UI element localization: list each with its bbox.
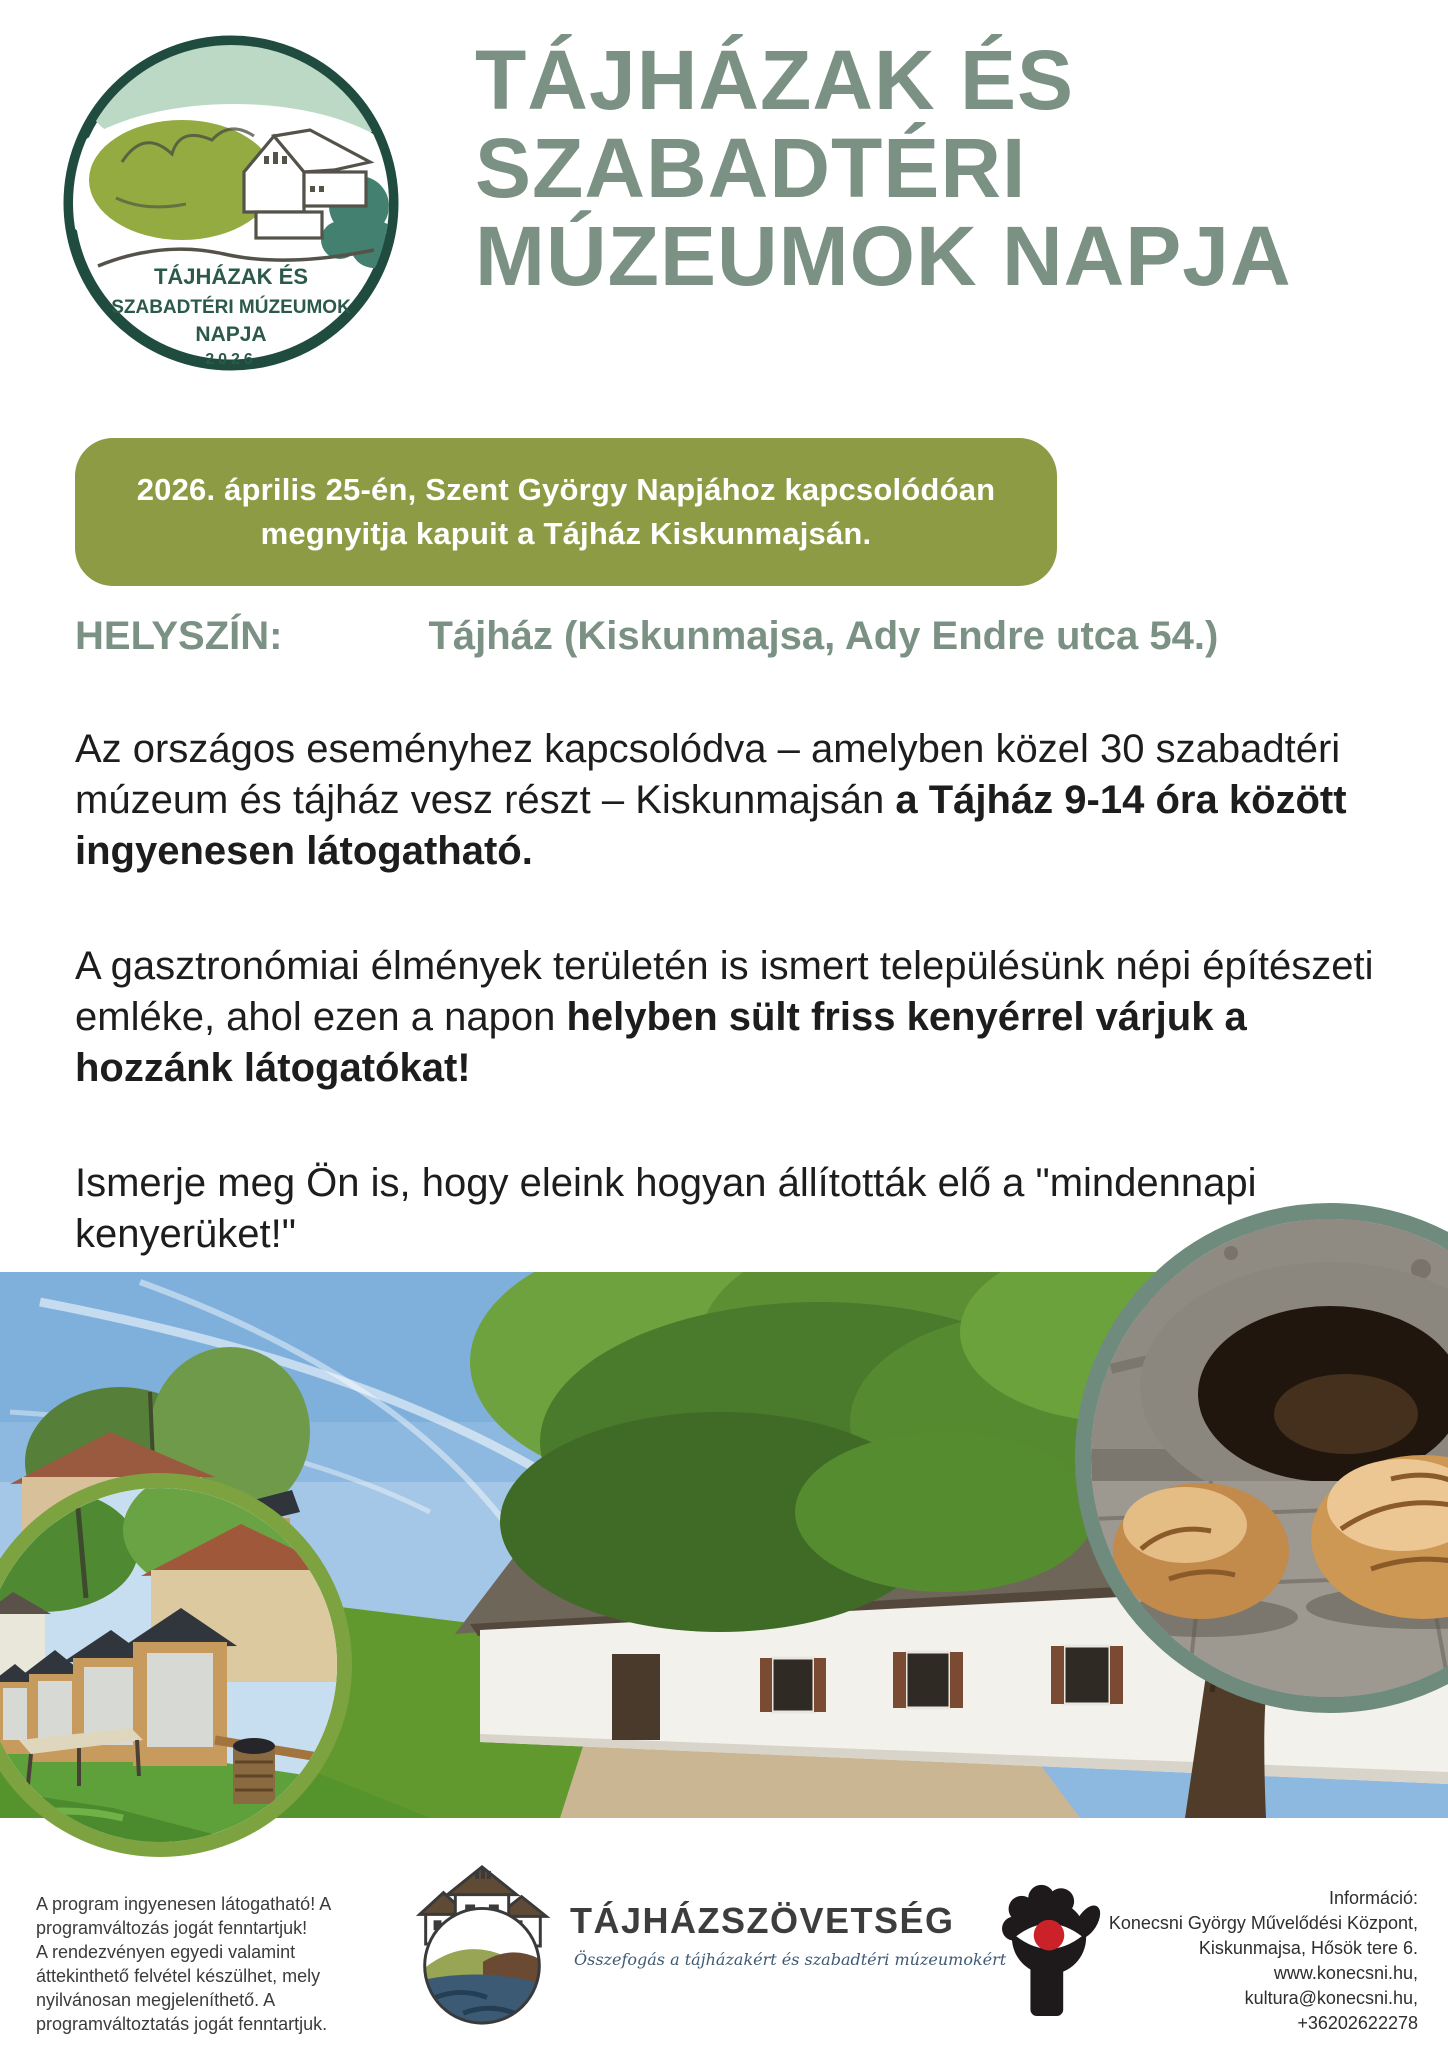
banner-line-1: 2026. április 25-én, Szent György Napjához kapcsolódóan [136,472,996,507]
title-line-2: SZABADTÉRI [475,121,1027,215]
contact-line-4: +36202622278 [1297,2013,1418,2033]
paragraph-3-text: Ismerje meg Ön is, hogy eleink hogyan állították elő a "mindennapi kenyerüket!" [75,1161,1257,1256]
association-tagline: Összefogás a tájházakért és szabadtéri múzeumokért [574,1950,1007,1969]
announcement-banner [75,438,1057,586]
disclaimer-line-2: A rendezvényen egyedi valamint áttekinthető felvétel készülhet, mely nyilvánosan megjeleníthető. A programváltoztatás jogát fenntartjuk. [36,1942,328,2034]
paragraph-1 [75,724,1395,877]
bread-oven-illustration [1091,1219,1448,1697]
banner-line-2: megnyitja kapuit a Tájház Kiskunmajsán. [260,516,872,551]
paragraph-2-text: A gasztronómiai élmények területén is ismert településünk népi építészeti emléke, ahol ezen a napon [75,944,1374,1039]
program-disclaimer [36,1892,344,2036]
location-value: Tájház (Kiskunmajsa, Ady Endre utca 54.) [428,614,1219,658]
paragraph-1-text: Az országos eseményhez kapcsolódva – amelyben közel 30 szabadtéri múzeum és tájház vesz részt – Kiskunmajsán [75,727,1341,822]
title-line-1: TÁJHÁZAK ÉS [475,33,1075,127]
location-label: HELYSZÍN: [75,614,283,658]
association-logo [398,1862,566,2030]
badge-line3: NAPJA [195,323,267,346]
contact-block [1098,1886,1418,2036]
contact-line-2: Kiskunmajsa, Hősök tere 6. [1198,1938,1418,1958]
garden-inset-illustration [0,1488,337,1842]
badge-line2: SZABADTÉRI MÚZEUMOK [111,297,351,318]
association-name: TÁJHÁZSZÖVETSÉG [570,1900,955,1941]
event-badge-logo [58,30,404,376]
paragraph-2 [75,941,1395,1094]
association-logo-icon [398,1862,566,2030]
body-copy [75,724,1395,1324]
location-row [75,614,1218,659]
disclaimer-line-1: A program ingyenesen látogatható! A programváltozás jogát fenntartjuk! [36,1894,331,1938]
event-badge-icon [58,30,404,376]
badge-year: 2026 [205,351,257,368]
paragraph-2-bold: helyben sült friss kenyérrel várjuk a hozzánk látogatókat! [75,995,1247,1090]
paragraph-1-bold: a Tájház 9-14 óra között ingyenesen látogatható. [75,778,1347,873]
title-line-3: MÚZEUMOK NAPJA [475,209,1292,303]
contact-line-1: Konecsni György Művelődési Központ, [1108,1913,1418,1933]
contact-line-3: www.konecsni.hu, kultura@konecsni.hu, [1244,1963,1418,2008]
page-title [475,33,1292,303]
badge-line1: TÁJHÁZAK ÉS [153,264,309,289]
contact-heading: Információ: [1328,1888,1418,1908]
